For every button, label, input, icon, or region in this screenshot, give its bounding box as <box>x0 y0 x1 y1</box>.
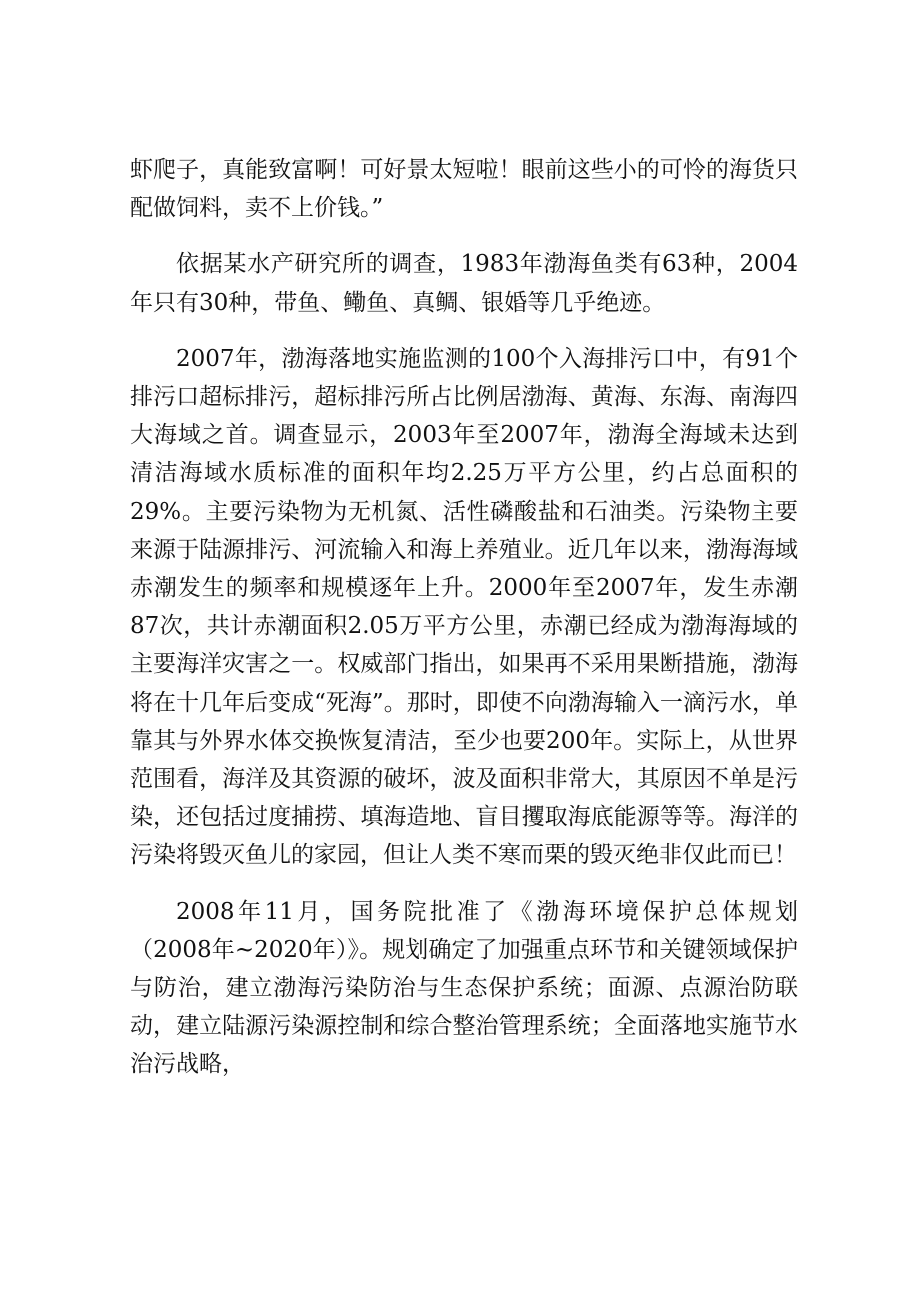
paragraph-quote-continuation: 虾爬子，真能致富啊！可好景太短啦！眼前这些小的可怜的海货只配做饲料，卖不上价钱。” <box>130 157 798 222</box>
paragraph-fish-survey: 依据某水产研究所的调查，1983年渤海鱼类有63种，2004年只有30种，带鱼、鳓鱼、真鲷、银婚等几乎绝迹。 <box>130 251 798 316</box>
document-body <box>130 151 798 1084</box>
paragraph-pollution-2007: 2007年，渤海落地实施监测的100个入海排污口中，有91个排污口超标排污，超标排污所占比例居渤海、黄海、东海、南海四大海域之首。调查显示，2003年至2007年，渤海全海域未达到清洁海域水质标准的面积年均2.25万平方公里，约占总面积的29%。主要污染物为无机氮、活性磷酸盐和石油类。污染物主要来源于陆源排污、河流输入和海上养殖业。近几年以来，渤海海域赤潮发生的频率和规模逐年上升。2000年至2007年，发生赤潮87次，共计赤潮面积2.05万平方公里，赤潮已经成为渤海海域的主要海洋灾害之一。权威部门指出，如果再不采用果断措施，渤海将在十几年后变成“死海”。那时，即使不向渤海输入一滴污水，单靠其与外界水体交换恢复清洁，至少也要200年。实际上，从世界范围看，海洋及其资源的破坏，波及面积非常大，其原因不单是污染，还包括过度捕捞、填海造地、盲目攫取海底能源等等。海洋的污染将毁灭鱼儿的家园，但让人类不寒而栗的毁灭绝非仅此而已！ <box>130 345 798 869</box>
paragraph-protection-plan: 2008年11月，国务院批准了《渤海环境保护总体规划（2008年~2020年）》。规划确定了加强重点环节和关键领域保护与防治，建立渤海污染防治与生态保护系统；面源、点源治防联动，建立陆源污染源控制和综合整治管理系统；全面落地实施节水治污战略， <box>130 898 798 1078</box>
